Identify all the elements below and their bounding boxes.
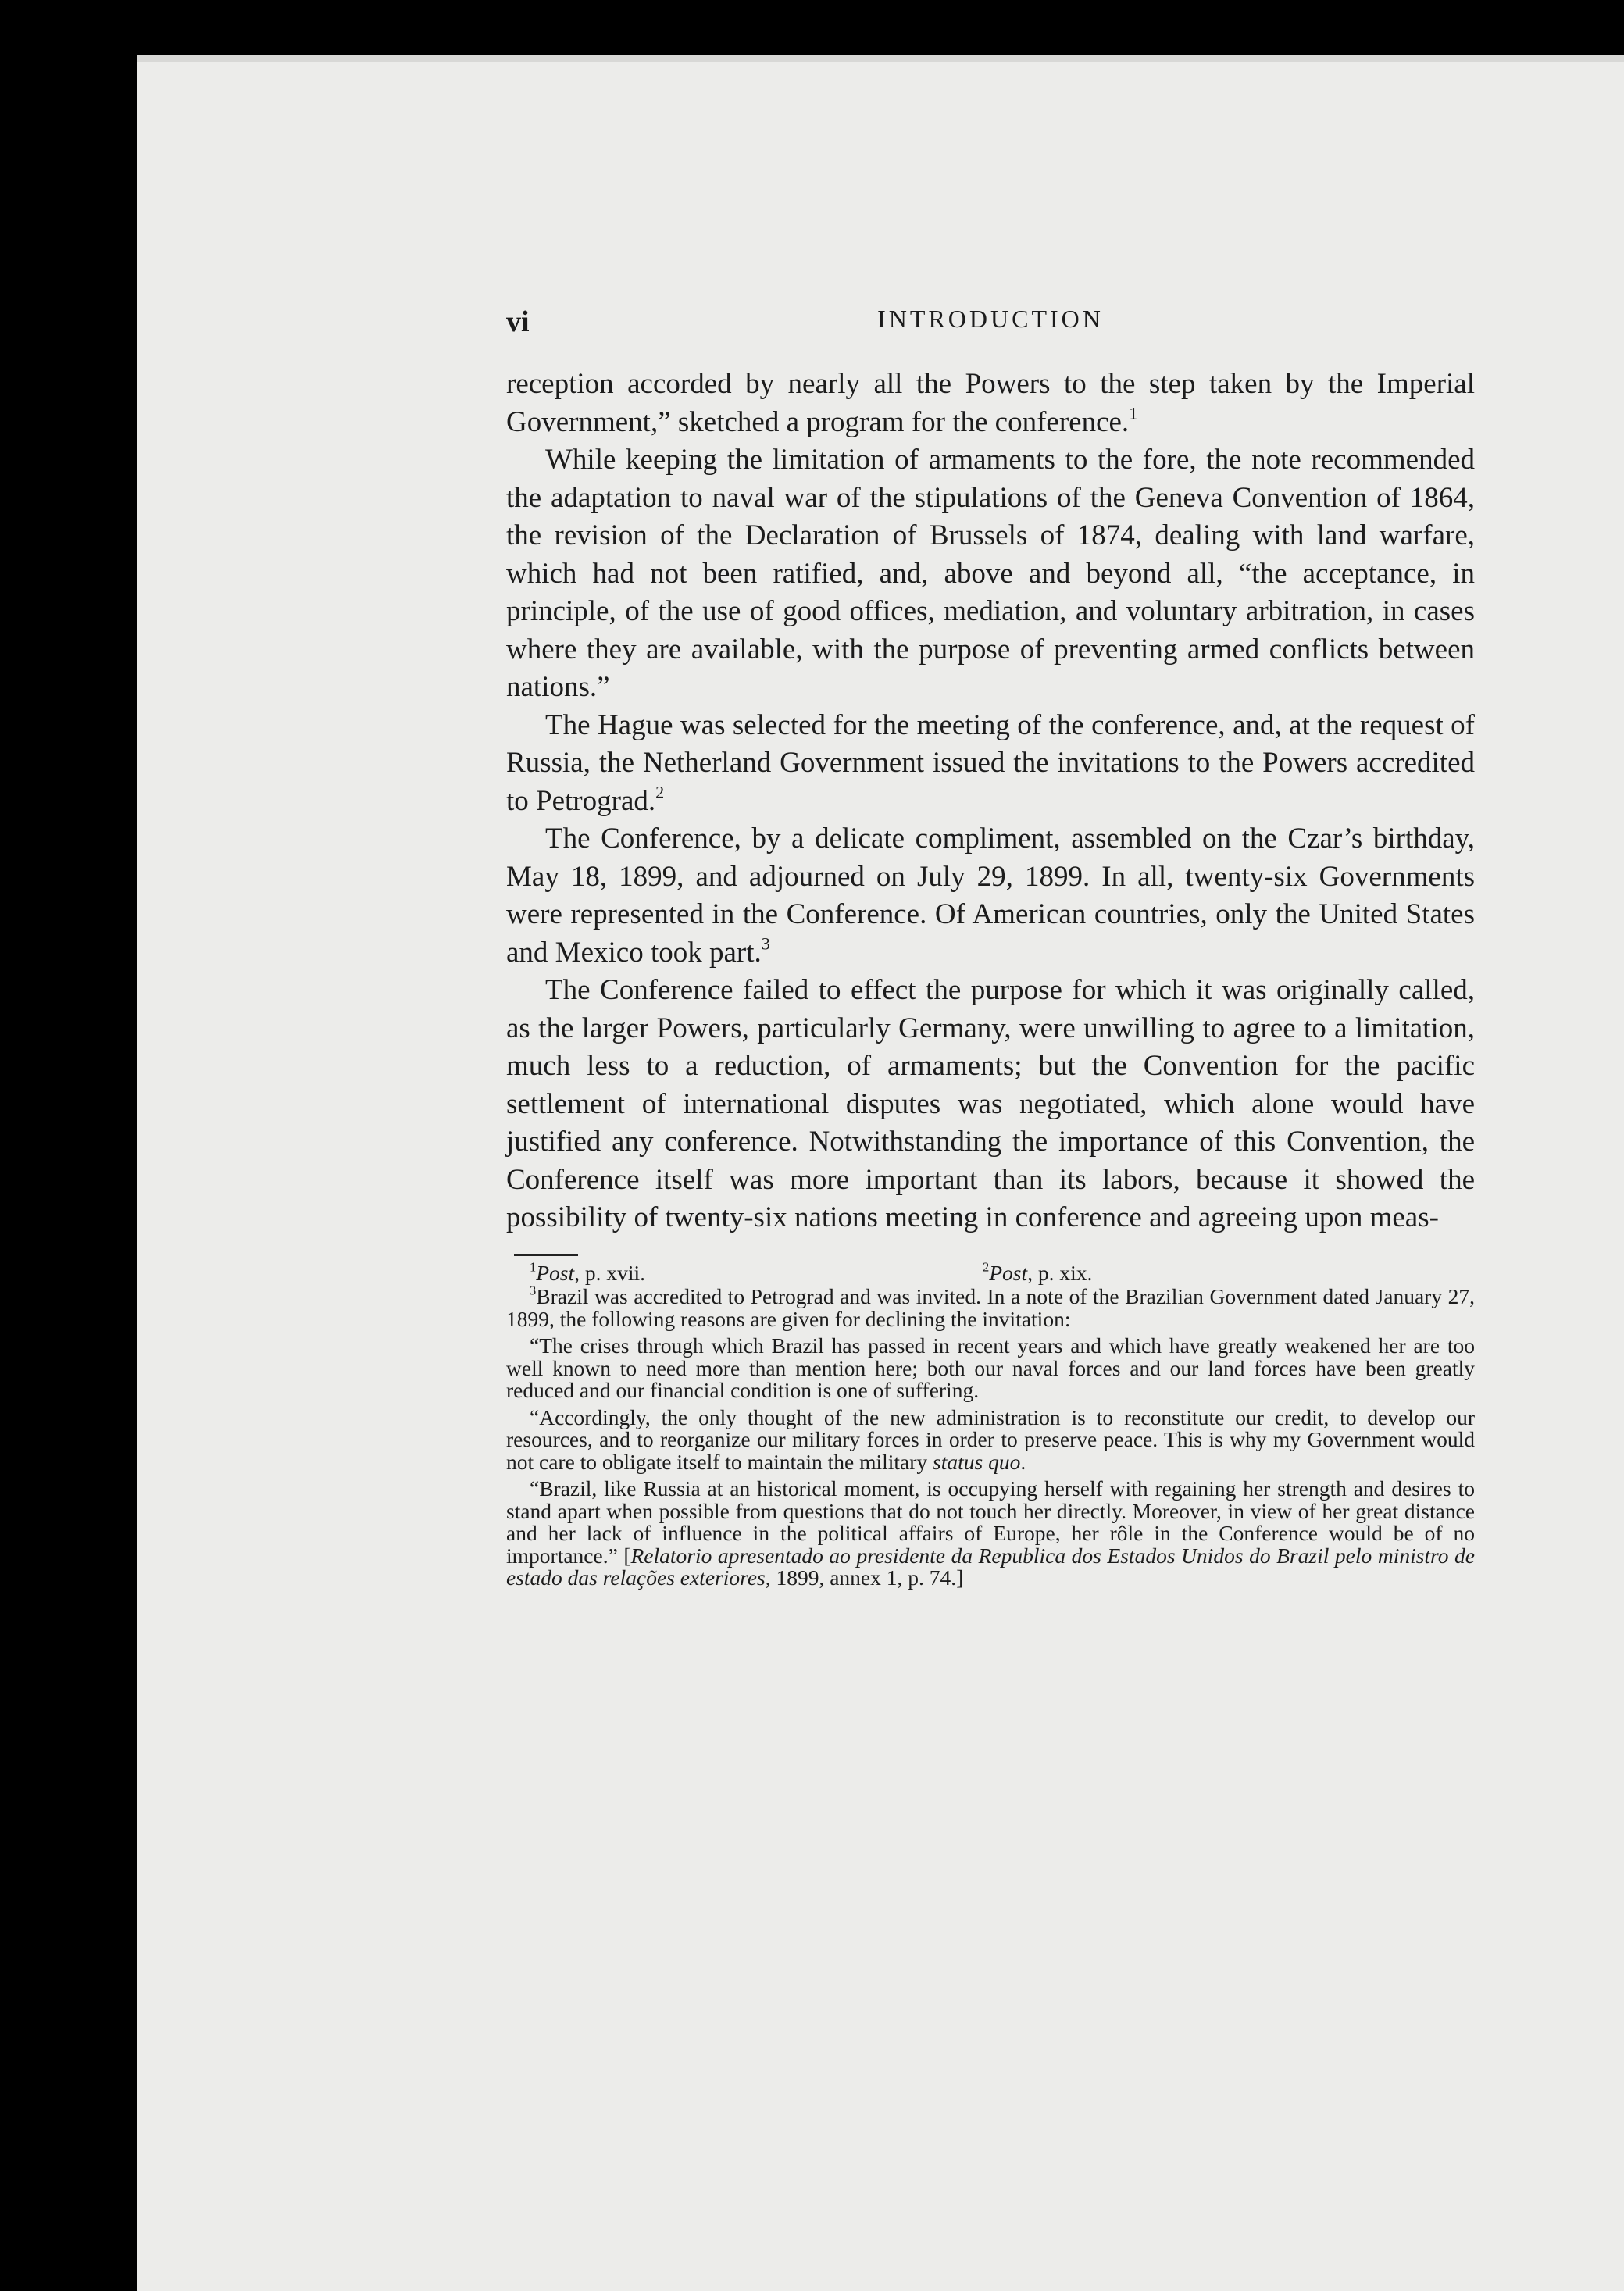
paragraph-4: The Conference, by a delicate compliment, assembled on the Czar’s birthday, May 18, 1899, and adjourned on July 29, 1899. In all, twenty-six Governments were represented in the Conference. Of American countries, only the United States and Mexico took part.$^3$ (506, 823, 1475, 969)
footnote-divider (514, 1254, 578, 1256)
paragraph-3: The Hague was selected for the meeting of the conference, and, at the request of Russia, the Netherland Government issued the invitations to the Powers accredited to Petrograd.$^2$ (506, 708, 1475, 817)
footnote-ref-2: 2 (655, 781, 665, 801)
footnote-2: $^2$Post, p. xix. (983, 1258, 1093, 1285)
footnote-3: $^3$Brazil was accredited to Petrograd and was invited. In a note of the Brazilian Government dated January 27, 1899, the following reasons are given for declining the invitation: (506, 1283, 1475, 1331)
footnote-3-quote-3: “Brazil, like Russia at an historical moment, is occupying herself with regaining her strength and desires to stand apart when possible from questions that do not touch her directly. Moreover, in view of her great distance and her lack of influence in the political affairs of Europe, her rôle in the Conference would be of no importance.” [Relatorio apresentado ao presidente da Republica dos Estados Unidos do Brazil pelo ministro de estado das relações exteriores, 1899, annex 1, p. 74.] (506, 1476, 1476, 1590)
footnote-ref-3: 3 (761, 933, 770, 953)
footnote-ref-1: 1 (1129, 402, 1138, 423)
running-title: INTRODUCTION (877, 305, 1104, 333)
footnote-3-quote-1: “The crises through which Brazil has passed in recent years and which have greatly weakened her are too well known to need more than mention here; both our naval forces and our land forces have been greatly reduced and our financial condition is one of suffering. (506, 1333, 1475, 1402)
footnotes-1-2 (506, 1258, 1475, 1285)
paragraph-1: reception accorded by nearly all the Powers to the step taken by the Imperial Government,” sketched a program for the conference.$^1$ (506, 368, 1475, 438)
footnote-1: $^1$Post, p. xvii. (530, 1258, 646, 1285)
paragraph-5: The Conference failed to effect the purpose for which it was originally called, as the larger Powers, particularly Germany, were unwilling to agree to a limitation, much less to a reduction, of armaments; but the Convention for the pacific settlement of international disputes was negotiated, which alone would have justified any conference. Notwithstanding the importance of this Convention, the Conference itself was more important than its labors, because it showed the possibility of twenty-six nations meeting in conference and agreeing upon meas- (506, 974, 1475, 1233)
footnote-3-quote-2: “Accordingly, the only thought of the new administration is to reconstitute our credit, to develop our resources, and to reorganize our military forces in order to preserve peace. This is why my Government would not care to obligate itself to maintain the military status quo. (506, 1404, 1475, 1474)
page-text-block (506, 297, 1475, 1590)
paragraph-2: While keeping the limitation of armaments to the fore, the note recommended the adaptation to naval war of the stipulations of the Geneva Convention of 1864, the revision of the Declaration of Brussels of 1874, dealing with land warfare, which had not been ratified, and, above and beyond all, “the acceptance, in principle, of the use of good offices, mediation, and voluntary arbitration, in cases where they are available, with the purpose of preventing armed conflicts between nations.” (506, 444, 1475, 703)
page-number: vi (506, 305, 530, 338)
running-head (506, 297, 1475, 352)
